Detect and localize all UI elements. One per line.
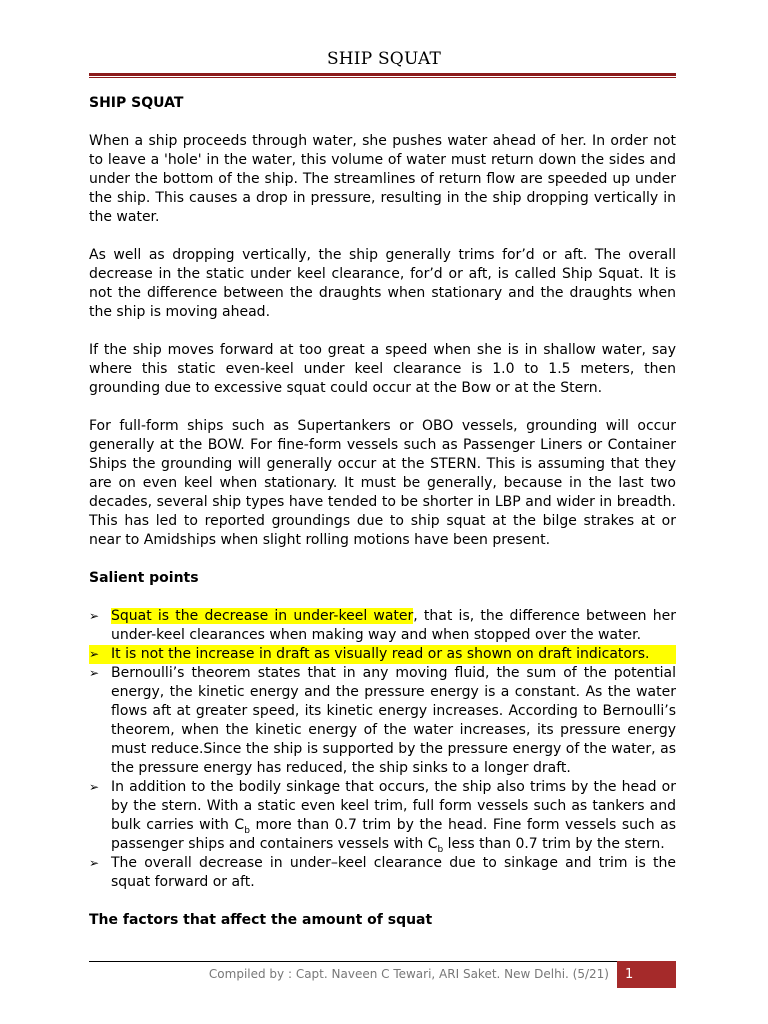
subscript: b — [437, 844, 444, 855]
point-text: , that is, the difference between her under-keel clearances when making way and when stopped over the water. — [111, 608, 676, 643]
section-heading: SHIP SQUAT — [89, 95, 184, 111]
salient-points-heading: Salient points — [89, 570, 199, 586]
salient-points-list — [89, 607, 676, 892]
paragraph-1: When a ship proceeds through water, she pushes water ahead of her. In order not to leave a 'hole' in the water, this volume of water must return down the sides and under the bottom of the ship. The streamlines of return flow are speeded up under the ship. This causes a drop in pressure, resulting in the ship dropping vertically in the water. — [89, 133, 676, 225]
factors-heading: The factors that affect the amount of squat — [89, 912, 433, 928]
point-text: In addition to the bodily sinkage that occurs, the ship also trims by the head or by the stern. With a static even keel trim, full form vessels such as tankers and bulk carries with C — [111, 779, 676, 833]
arrow-bullet-icon: ➢ — [89, 647, 100, 661]
arrow-bullet-icon: ➢ — [89, 856, 100, 870]
page-number: 1 — [625, 967, 634, 982]
point-text: more than 0.7 trim by the head. Fine form vessels such as passenger ships and containers vessels with C — [111, 817, 676, 852]
list-item — [89, 778, 676, 854]
list-item — [89, 664, 676, 778]
list-item — [89, 645, 676, 664]
paragraph-3: If the ship moves forward at too great a speed when she is in shallow water, say where this static even-keel under keel clearance is 1.0 to 1.5 meters, then grounding due to excessive squat could occur at the Bow or at the Stern. — [89, 342, 676, 396]
subscript: b — [244, 825, 250, 836]
header-rule-thin — [89, 77, 676, 78]
list-item — [89, 607, 676, 645]
arrow-bullet-icon: ➢ — [89, 666, 100, 680]
paragraph-4: For full-form ships such as Supertankers or OBO vessels, grounding will occur generally at the BOW. For fine-form vessels such as Passenger Liners or Container Ships the grounding will generally occur at the STERN. This is assuming that they are on even keel when stationary. It must be generally, because in the last two decades, several ship types have tended to be shorter in LBP and wider in breadth. This has led to reported groundings due to ship squat at the bilge strakes at or near to Amidships when slight rolling motions have been present. — [89, 418, 676, 548]
point-text: Bernoulli’s theorem states that in any moving fluid, the sum of the potential energy, the kinetic energy and the pressure energy is a constant. As the water flows aft at greater speed, its kinetic energy increases. According to Bernoulli’s theorem, when the kinetic energy of the water increases, its pressure energy must reduce.Since the ship is supported by the pressure energy of the water, as the pressure energy has reduced, the ship sinks to a longer draft. — [111, 665, 676, 776]
page-header-title: SHIP SQUAT — [326, 49, 442, 69]
highlighted-text: It is not the increase in draft as visually read or as shown on draft indicators. — [111, 646, 650, 662]
point-text: The overall decrease in under–keel clearance due to sinkage and trim is the squat forward or aft. — [111, 855, 676, 890]
list-item — [89, 854, 676, 892]
header-rule-thick — [89, 73, 676, 76]
footer-credit: Compiled by : Capt. Naveen C Tewari, ARI Saket. New Delhi. (5/21) — [208, 967, 609, 981]
paragraph-2: As well as dropping vertically, the ship generally trims for’d or aft. The overall decrease in the static under keel clearance, for’d or aft, is called Ship Squat. It is not the difference between the draughts when stationary and the draughts when the ship is moving ahead. — [89, 247, 676, 320]
document-body — [89, 94, 676, 930]
highlighted-text: Squat is the decrease in under-keel water — [111, 608, 414, 624]
point-text: less than 0.7 trim by the stern. — [443, 836, 665, 852]
footer-rule — [89, 961, 617, 962]
page-number-box — [617, 961, 676, 988]
arrow-bullet-icon: ➢ — [89, 609, 100, 623]
arrow-bullet-icon: ➢ — [89, 780, 100, 794]
